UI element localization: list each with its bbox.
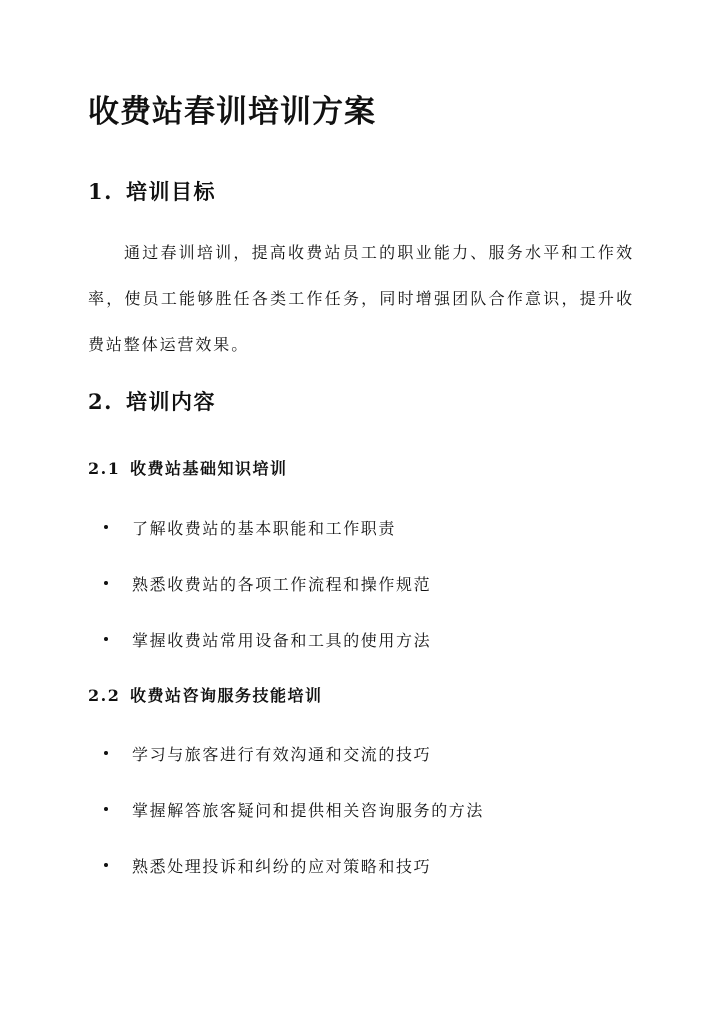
bullet-dot-icon [104,525,108,529]
subsection-heading-consulting-skills [88,683,323,706]
section-heading-training-content [88,386,216,416]
list-item-text: 熟悉收费站的各项工作流程和操作规范 [132,575,432,594]
subsection-title: 收费站基础知识培训 [130,459,288,478]
section-number: 1. [88,179,113,204]
bullet-dot-icon [104,863,108,867]
bullet-dot-icon [104,751,108,755]
subsection-number: 2.2 [88,686,121,705]
document-title: 收费站春训培训方案 [88,94,376,130]
list-item-text: 了解收费站的基本职能和工作职责 [132,519,397,538]
list-item-text: 掌握收费站常用设备和工具的使用方法 [132,631,432,650]
section-title: 培训目标 [126,179,216,204]
section-title: 培训内容 [126,389,216,414]
subsection-title: 收费站咨询服务技能培训 [130,686,323,705]
section-paragraph: 通过春训培训，提高收费站员工的职业能力、服务水平和工作效率，使员工能够胜任各类工作任务，同时增强团队合作意识，提升收费站整体运营效果。 [88,243,634,354]
bullet-dot-icon [104,637,108,641]
list-item-text: 学习与旅客进行有效沟通和交流的技巧 [132,745,432,764]
list-item-text: 掌握解答旅客疑问和提供相关咨询服务的方法 [132,801,485,820]
bullet-dot-icon [104,807,108,811]
bullet-dot-icon [104,581,108,585]
section-heading-training-goal [88,176,216,206]
list-item-text: 熟悉处理投诉和纠纷的应对策略和技巧 [132,857,432,876]
subsection-number: 2.1 [88,459,121,478]
section-number: 2. [88,389,113,414]
subsection-heading-basic-knowledge [88,456,288,479]
